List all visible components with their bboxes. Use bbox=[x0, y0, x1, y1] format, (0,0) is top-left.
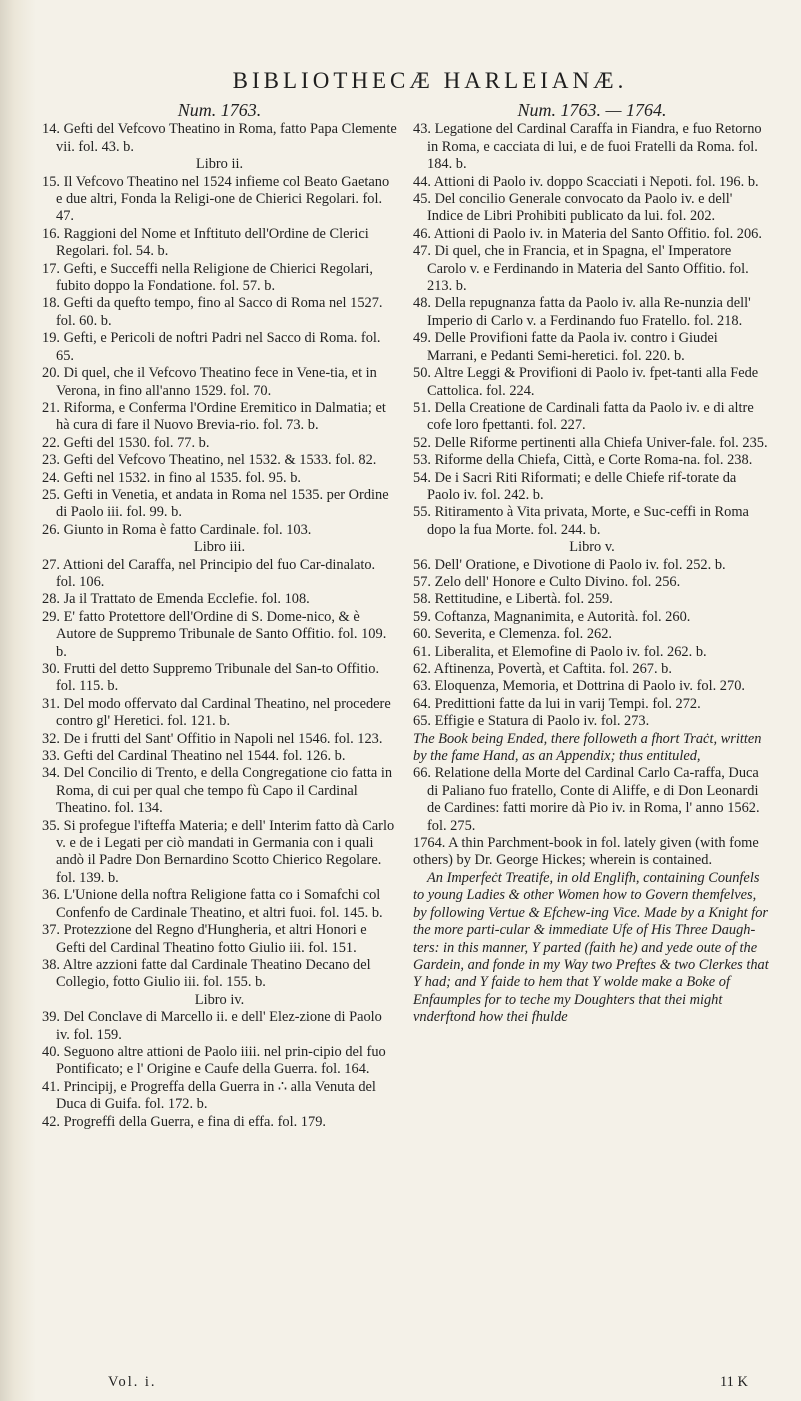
catalogue-entry: 65. Effigie e Statura di Paolo iv. fol. 273. bbox=[413, 713, 650, 730]
catalogue-entry: 43. Legatione del Cardinal Caraffa in Fiandra, e fuo Retorno in Roma, e cacciata di lui, e de fuoi Fratelli da Roma. fol. 184. b. bbox=[413, 121, 762, 173]
catalogue-entry: 31. Del modo offervato dal Cardinal Theatino, nel procedere contro gl' Heretici. fol. 121. b. bbox=[42, 695, 391, 730]
catalogue-entry: 37. Protezzione del Regno d'Hungheria, et altri Honori e Gefti del Cardinal Theatino fotto Giulio iii. fol. 151. bbox=[42, 922, 367, 956]
catalogue-entry: 20. Di quel, che il Vefcovo Theatino fece in Vene-tia, et in Verona, in fino all'anno 1529. fol. 70. bbox=[42, 365, 377, 399]
catalogue-entry: 48. Della repugnanza fatta da Paolo iv. alla Re-nunzia dell' Imperio di Carlo v. a Ferdinando fuo Fratello. fol. 218. bbox=[413, 295, 751, 329]
catalogue-entry: 39. Del Conclave di Marcello ii. e dell' Elez-zione di Paolo iv. fol. 159. bbox=[42, 1009, 382, 1043]
catalogue-entry: 52. Delle Riforme pertinenti alla Chiefa Univer-fale. fol. 235. bbox=[413, 434, 768, 451]
book-heading: Libro ii. bbox=[195, 156, 244, 173]
signature-mark: 11 K bbox=[720, 1374, 748, 1390]
catalogue-entry: 28. Ja il Trattato de Emenda Ecclefie. fol. 108. bbox=[42, 591, 310, 608]
catalogue-entry: 36. L'Unione della noftra Religione fatta co i Somafchi col Confenfo de Cardinale Theatino, et altri fuoi. fol. 145. b. bbox=[42, 887, 383, 921]
catalogue-entry: 45. Del concilio Generale convocato da Paolo iv. e dell' Indice de Libri Prohibiti publicato da lui. fol. 202. bbox=[413, 191, 733, 225]
right-column bbox=[413, 102, 771, 1027]
catalogue-entry: 62. Aftinenza, Povertà, et Caftita. fol. 267. b. bbox=[413, 661, 672, 677]
catalogue-entry: 19. Gefti, e Pericoli de noftri Padri nel Sacco di Roma. fol. 65. bbox=[42, 330, 381, 364]
catalogue-entry: 54. De i Sacri Riti Riformati; e delle Chiefe rif-torate da Paolo iv. fol. 242. b. bbox=[413, 469, 737, 503]
catalogue-entry: 23. Gefti del Vefcovo Theatino, nel 1532. & 1533. fol. 82. bbox=[42, 452, 377, 469]
catalogue-entry: 33. Gefti del Cardinal Theatino nel 1544. fol. 126. b. bbox=[42, 748, 346, 765]
catalogue-entry: 27. Attioni del Caraffa, nel Principio del fuo Car-dinalato. fol. 106. bbox=[42, 556, 376, 590]
note-paragraph: The Book being Ended, there followeth a fhort Traċt, written by the fame Hand, as an Appendix; thus entituled, bbox=[413, 730, 762, 765]
catalogue-entry: 59. Coftanza, Magnanimita, e Autorità. fol. 260. bbox=[413, 608, 691, 625]
catalogue-entry: 41. Principij, e Progreffa della Guerra in ∴ alla Venuta del Duca di Guifa. fol. 172. b. bbox=[42, 1078, 376, 1113]
catalogue-entry: 53. Riforme della Chiefa, Città, e Corte Roma-na. fol. 238. bbox=[413, 452, 753, 469]
catalogue-entry: 64. Predittioni fatte da lui in varij Tempi. fol. 272. bbox=[413, 695, 701, 712]
catalogue-entry: 66. Relatione della Morte del Cardinal Carlo Ca-raffa, Duca di Paliano fuo fratello, Conte di Aliffe, e di Don Leonardi de Cardines: fatti morire dà Pio iv. in Roma, l' anno 1562. fol. 275. bbox=[413, 765, 760, 834]
catalogue-entry: 49. Delle Provifioni fatte da Paola iv. contro i Giudei Marrani, e Pedanti Semi-heretici. fol. 220. b. bbox=[413, 330, 718, 364]
book-heading: Libro iii. bbox=[193, 539, 246, 556]
catalogue-entry: 44. Attioni di Paolo iv. doppo Scacciati i Nepoti. fol. 196. b. bbox=[413, 173, 759, 190]
catalogue-entry: 42. Progreffi della Guerra, e fina di effa. fol. 179. bbox=[42, 1113, 326, 1130]
catalogue-entry: 47. Di quel, che in Francia, et in Spagna, el' Imperatore Carolo v. e Ferdinando in Materia del Santo Offitio. fol. 213. b. bbox=[413, 243, 749, 295]
catalogue-entry: 57. Zelo dell' Honore e Culto Divino. fol. 256. bbox=[413, 573, 681, 590]
catalogue-entry: 35. Si profegue l'ifteffa Materia; e dell' Interim fatto dà Carlo v. e de i Legati per ciò mandati in Germania con i quali andò il Padre Don Bernardino Scotto Chierico Regolare. fol. 139. b. bbox=[42, 817, 395, 886]
catalogue-entry: 16. Raggioni del Nome et Inftituto dell'Ordine de Clerici Regolari. fol. 54. b. bbox=[42, 225, 369, 260]
catalogue-entry: 58. Rettitudine, e Libertà. fol. 259. bbox=[413, 591, 613, 608]
catalogue-entry: 61. Liberalita, et Elemofine di Paolo iv. fol. 262. b. bbox=[413, 643, 707, 660]
catalogue-entry: 56. Dell' Oratione, e Divotione di Paolo iv. fol. 252. b. bbox=[413, 556, 726, 573]
catalogue-entry: 55. Ritiramento à Vita privata, Morte, e Suc-ceffi in Roma dopo la fua Morte. fol. 244. b. bbox=[413, 504, 749, 538]
left-entries bbox=[42, 121, 397, 1131]
volume-footer: Vol. i. bbox=[108, 1374, 157, 1390]
left-column-heading: Num. 1763. bbox=[177, 100, 262, 120]
catalogue-entry: 40. Seguono altre attioni de Paolo iiii. nel prin-cipio del fuo Pontificato; e l' Origine e Caufe della Guerra. fol. 164. bbox=[42, 1043, 386, 1078]
catalogue-entry: 30. Frutti del detto Suppremo Tribunale del San-to Offitio. fol. 115. b. bbox=[42, 661, 380, 695]
right-column-heading: Num. 1763. — 1764. bbox=[517, 100, 667, 120]
left-column bbox=[42, 102, 397, 1131]
catalogue-entry: 46. Attioni di Paolo iv. in Materia del Santo Offitio. fol. 206. bbox=[413, 225, 762, 242]
contents-paragraph: An Imperfeċt Treatife, in old Englifh, containing Counfels to young Ladies & other Women how to Govern themfelves, by following Vertue & Efchew-ing Vice. Made by a Knight for the more parti-cular & immediate Ufe of His Three Daugh-ters: in this manner, Y parted (faith he) and yede oute of the Gardein, and fonde in my Way two Preftes & two Clerkes that Y had; and Y faide to hem that Y wolde make a Boke of Enfaumples for to teche my Doughters that thei might vnderftond how thei fhulde bbox=[413, 869, 769, 1026]
catalogue-entry: 15. Il Vefcovo Theatino nel 1524 infieme col Beato Gaetano e due altri, Fonda la Religi-one de Chierici Regolari. fol. 47. bbox=[42, 173, 390, 225]
right-entries bbox=[413, 121, 771, 1026]
book-heading: Libro iv. bbox=[194, 991, 245, 1008]
catalogue-entry: 60. Severita, e Clemenza. fol. 262. bbox=[413, 626, 613, 643]
catalogue-entry: 17. Gefti, e Succeffi nella Religione de Chierici Regolari, fubito doppo la Fondatione. fol. 57. b. bbox=[42, 260, 374, 295]
catalogue-entry: 34. Del Concilio di Trento, e della Congregatione cio fatta in Roma, di cui per qual che tempo fù Capo il Cardinal Theatino. fol. 134. bbox=[42, 765, 393, 817]
catalogue-entry: 32. De i frutti del Sant' Offitio in Napoli nel 1546. fol. 123. bbox=[42, 730, 383, 747]
catalogue-entry: 29. E' fatto Protettore dell'Ordine di S. Dome-nico, & è Autore de Suppremo Tribunale de Santo Offitio. fol. 109. b. bbox=[42, 608, 387, 660]
running-head: BIBLIOTHECÆ HARLEIANÆ. bbox=[232, 68, 628, 93]
catalogue-entry: 26. Giunto in Roma è fatto Cardinale. fol. 103. bbox=[42, 521, 312, 538]
catalogue-entry: 50. Altre Leggi & Provifioni di Paolo iv. fpet-tanti alla Fede Cattolica. fol. 224. bbox=[413, 365, 759, 399]
book-heading: Libro v. bbox=[569, 539, 615, 556]
catalogue-entry: 24. Gefti nel 1532. in fino al 1535. fol. 95. b. bbox=[42, 469, 301, 486]
catalogue-entry: 21. Riforma, e Conferma l'Ordine Eremitico in Dalmatia; et hà cura di fare il Nuovo Brevia-rio. fol. 73. b. bbox=[42, 399, 386, 434]
catalogue-entry: 63. Eloquenza, Memoria, et Dottrina di Paolo iv. fol. 270. bbox=[413, 678, 745, 695]
catalogue-entry: 38. Altre azzioni fatte dal Cardinale Theatino Decano del Collegio, fotto Giulio iii. fol. 155. b. bbox=[42, 956, 371, 991]
catalogue-entry: 51. Della Creatione de Cardinali fatta da Paolo iv. e di altre cofe loro fpettanti. fol. 227. bbox=[413, 399, 754, 434]
catalogue-entry: 25. Gefti in Venetia, et andata in Roma nel 1535. per Ordine di Paolo iii. fol. 99. b. bbox=[42, 486, 389, 521]
page-spine bbox=[0, 0, 36, 1401]
catalogue-entry: 18. Gefti da quefto tempo, fino al Sacco di Roma nel 1527. fol. 60. b. bbox=[42, 295, 383, 329]
lot-description: 1764. A thin Parchment-book in fol. lately given (with fome others) by Dr. George Hickes; wherein is contained. bbox=[413, 835, 759, 869]
catalogue-entry: 22. Gefti del 1530. fol. 77. b. bbox=[42, 434, 210, 451]
catalogue-entry: 14. Gefti del Vefcovo Theatino in Roma, fatto Papa Clemente vii. fol. 43. b. bbox=[42, 121, 397, 155]
